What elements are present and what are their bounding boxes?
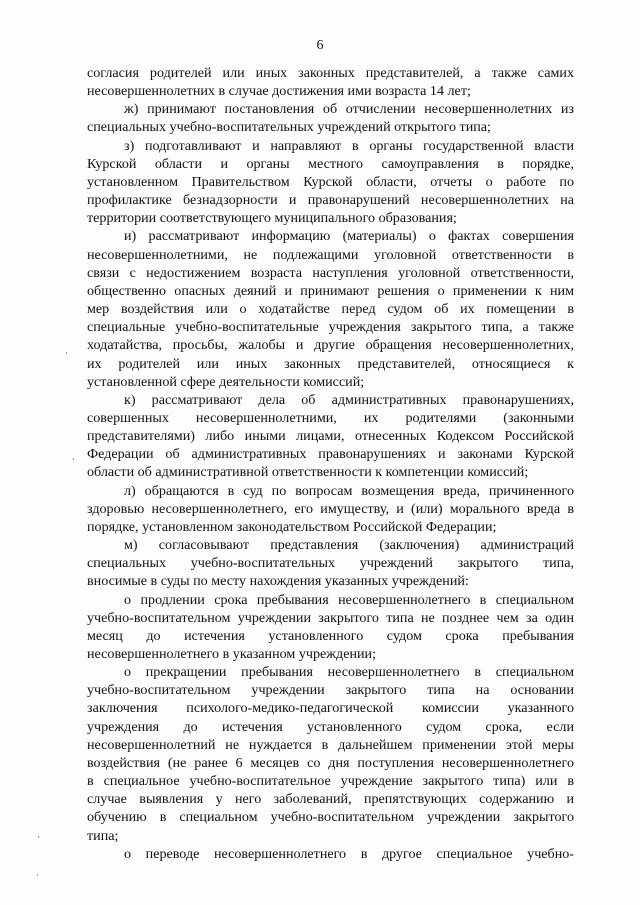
paragraph-termination-line: о прекращении пребывания несовершеннолетнего в специальном [124,664,574,681]
text-line: в специальное учебно-воспитательное учреждение закрытого типа) или в [87,773,574,790]
text-line: согласия родителей или иных законных представителей, а также самих [87,65,574,81]
text-line: воздействия (не ранее 6 месяцев со дня поступления несовершеннолетнего [87,754,574,771]
text-line: здоровью несовершеннолетнего, его имуществу, и (или) морального вреда в [87,500,574,517]
scan-mark [38,836,39,838]
text-line: вносимые в суды по месту нахождения указанных учреждений: [87,573,469,590]
text-line: установленной сфере деятельности комиссий; [87,373,365,390]
text-line: специальных учебно-воспитательных учреждений закрытого типа, [87,555,574,572]
text-line: учебно-воспитательном учреждении закрытого типа не позднее чем за один [87,609,574,626]
text-line: Курской области и органы местного самоуправления в порядке, [87,155,574,172]
text-line: совершенных несовершеннолетними, их родителями (законными [87,409,574,426]
text-line: случае выявления у него заболеваний, препятствующих содержанию и [87,791,574,808]
scan-mark [37,874,38,876]
page-number: 6 [316,38,324,53]
paragraph-k-line: к) рассматривают дела об административных правонарушениях, [124,391,574,408]
text-line: установленном Правительством Курской области, отчеты о работе по [87,173,574,190]
text-line: общественно опасных деяний и принимают решения о применении к ним [87,282,574,299]
scan-mark [66,352,67,354]
text-line: типа; [87,827,119,844]
text-line: месяц до истечения установленного судом срока пребывания [87,627,574,644]
paragraph-m-line: м) согласовывают представления (заключения) администраций [124,537,574,554]
text-line: их родителей или иных законных представителей, относящиеся к [87,355,574,372]
text-line: несовершеннолетними, не подлежащими уголовной ответственности в [87,246,574,263]
text-line: специальные учебно-воспитательные учреждения закрытого типа, а также [87,319,574,336]
text-line: связи с недостижением возраста наступления уголовной ответственности, [87,264,574,281]
paragraph-i-line: и) рассматривают информацию (материалы) о фактах совершения [124,228,574,245]
text-line: порядке, установленном законодательством Российской Федерации; [87,518,497,535]
text-line: представителями) либо иными лицами, отнесенных Кодексом Российской [87,428,574,445]
paragraph-transfer-line: о переводе несовершеннолетнего в другое специальное учебно- [124,845,574,862]
text-line: профилактике безнадзорности и правонарушений несовершеннолетних на [87,192,574,209]
text-line: специальных учебно-воспитательных учреждений открытого типа; [87,119,491,136]
paragraph-extension-line: о продлении срока пребывания несовершеннолетнего в специальном [124,591,574,608]
text-line: Федерации об административных правонарушениях и законами Курской [87,446,574,463]
text-line: обучению в специальном учебно-воспитательном учреждении закрытого [87,809,574,826]
text-line: несовершеннолетнего в указанном учреждении; [87,646,377,662]
paragraph-l-line: л) обращаются в суд по вопросам возмещения вреда, причиненного [124,482,574,499]
text-line: несовершеннолетний не нуждается в дальнейшем применении этой меры [87,736,574,753]
text-line: заключения психолого-медико-педагогической комиссии указанного [87,700,574,717]
document-body [87,64,574,863]
text-line: учреждения до истечения установленного судом срока, если [87,718,574,735]
scan-mark [73,458,74,460]
paragraph-zh-line: ж) принимают постановления об отчислении несовершеннолетних из [124,101,574,118]
paragraph-z-line: з) подготавливают и направляют в органы государственной власти [124,137,574,154]
text-line: учебно-воспитательном учреждении закрытого типа на основании [87,682,574,699]
text-line: области об административной ответственности к компетенции комиссий; [87,464,529,481]
text-line: территории соответствующего муниципального образования; [87,210,457,227]
text-line: несовершеннолетних в случае достижения ими возраста 14 лет; [87,83,471,100]
text-line: ходатайства, просьбы, жалобы и другие обращения несовершеннолетних, [87,337,574,354]
text-line: мер воздействия или о ходатайстве перед судом об их помещении в [87,301,574,318]
